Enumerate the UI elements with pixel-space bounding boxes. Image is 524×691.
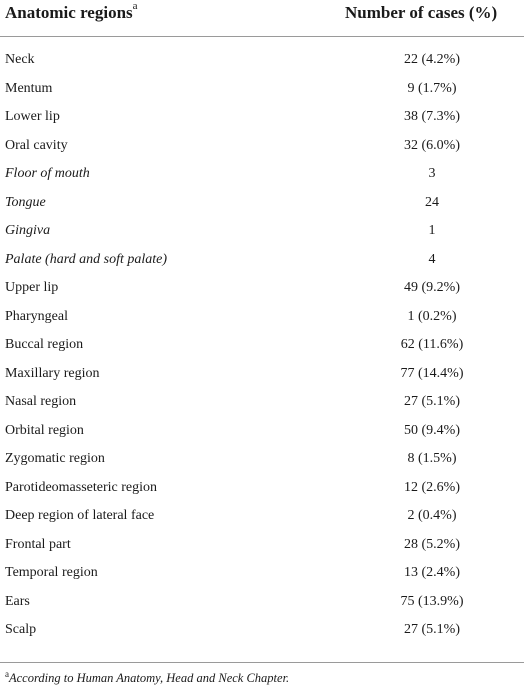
region-name-cell: Temporal region — [5, 565, 98, 580]
column-header-cases: Number of cases (%) — [345, 3, 498, 22]
case-count-cell: 22 (4.2%) — [404, 52, 460, 67]
case-count-cell: 38 (7.3%) — [404, 109, 460, 124]
table-row — [0, 337, 524, 366]
table-row — [0, 280, 524, 309]
table-row — [0, 252, 524, 281]
table-body — [0, 52, 524, 651]
region-name-cell: Oral cavity — [5, 137, 68, 153]
case-count-cell: 4 — [428, 251, 436, 267]
table-row — [0, 309, 524, 338]
table-row — [0, 138, 524, 167]
table-row — [0, 594, 524, 623]
table-row — [0, 81, 524, 110]
table-row — [0, 480, 524, 509]
table-row — [0, 166, 524, 195]
case-count-cell: 27 (5.1%) — [404, 394, 460, 409]
case-count-cell: 9 (1.7%) — [407, 80, 457, 96]
case-count-cell: 3 — [428, 166, 436, 181]
table-row — [0, 508, 524, 537]
case-count-cell: 27 (5.1%) — [404, 622, 460, 637]
region-name-cell: Maxillary region — [5, 365, 100, 381]
case-count-cell: 8 (1.5%) — [407, 451, 457, 466]
region-name-cell: Lower lip — [5, 109, 60, 124]
table-header — [0, 0, 524, 37]
case-count-cell: 75 (13.9%) — [400, 593, 464, 609]
region-name-cell: Zygomatic region — [5, 451, 105, 466]
case-count-cell: 1 (0.2%) — [407, 308, 457, 324]
region-name-cell: Palate (hard and soft palate) — [5, 251, 168, 267]
region-name-cell: Frontal part — [5, 536, 71, 552]
region-name-cell: Pharyngeal — [5, 308, 68, 324]
region-name-cell: Floor of mouth — [5, 166, 90, 181]
region-name-cell: Gingiva — [5, 223, 51, 238]
column-header-region — [5, 0, 138, 23]
table-row — [0, 565, 524, 594]
region-name-cell: Upper lip — [5, 280, 59, 295]
table-row — [0, 195, 524, 224]
table-row — [0, 109, 524, 138]
region-name-cell: Deep region of lateral face — [5, 508, 155, 523]
table-row — [0, 52, 524, 81]
case-count-cell: 50 (9.4%) — [404, 422, 460, 438]
region-name-cell: Mentum — [5, 80, 53, 96]
footnote-marker: a — [5, 668, 9, 679]
case-count-cell: 13 (2.4%) — [404, 565, 460, 580]
footnote-text: According to Human Anatomy, Head and Neck Chapter. — [9, 671, 290, 685]
case-count-cell: 24 — [425, 194, 439, 210]
table-footnote — [5, 668, 290, 686]
case-count-cell: 77 (14.4%) — [400, 365, 464, 381]
table-row — [0, 394, 524, 423]
case-count-cell: 12 (2.6%) — [404, 479, 460, 495]
case-count-cell: 32 (6.0%) — [404, 137, 460, 153]
case-count-cell: 2 (0.4%) — [407, 508, 457, 523]
region-name-cell: Ears — [5, 593, 30, 609]
region-name-cell: Buccal region — [5, 337, 84, 352]
footnote-marker: a — [132, 0, 138, 13]
case-count-cell: 28 (5.2%) — [404, 536, 460, 552]
table-row — [0, 366, 524, 395]
table-row — [0, 423, 524, 452]
case-count-cell: 62 (11.6%) — [400, 337, 464, 352]
column-header-region-label: Anatomic regions — [5, 3, 133, 22]
region-name-cell: Neck — [5, 52, 35, 67]
region-name-cell: Nasal region — [5, 394, 77, 409]
region-name-cell: Scalp — [5, 622, 37, 637]
table-bottom-rule — [0, 662, 524, 663]
case-count-cell: 49 (9.2%) — [404, 280, 460, 295]
table-row — [0, 622, 524, 651]
case-count-cell: 1 — [428, 223, 436, 238]
table-row — [0, 537, 524, 566]
region-name-cell: Orbital region — [5, 422, 84, 438]
region-name-cell: Parotideomasseteric region — [5, 479, 158, 495]
region-name-cell: Tongue — [5, 194, 46, 210]
table-row — [0, 223, 524, 252]
table-row — [0, 451, 524, 480]
